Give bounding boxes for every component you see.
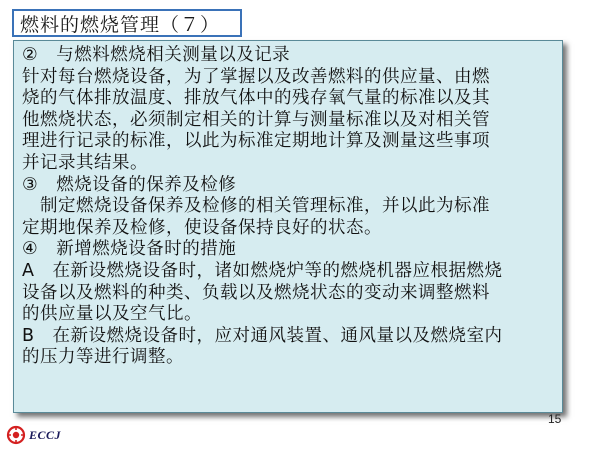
content-line: 并记录其结果。: [22, 152, 148, 173]
content-line: 烧的气体排放温度、排放气体中的残存氧气量的标准以及其: [22, 88, 490, 109]
content-line: A 在新设燃烧设备时，诸如燃烧炉等的燃烧机器应根据燃烧: [22, 260, 503, 281]
content-panel: [13, 40, 563, 413]
content-line: B 在新设燃烧设备时，应对通风装置、通风量以及燃烧室内: [22, 325, 503, 346]
content-line: 定期地保养及检修，使设备保持良好的状态。: [22, 217, 382, 238]
content-line: 制定燃烧设备保养及检修的相关管理标准，并以此为标准: [22, 196, 490, 217]
eccj-logo: [6, 424, 61, 446]
content-line: 他燃烧状态，必须制定相关的计算与测量标准以及对相关管: [22, 109, 490, 130]
content-line: 的供应量以及空气比。: [22, 304, 202, 325]
page-number: 15: [548, 412, 562, 426]
content-line: 理进行记录的标准，以此为标准定期地计算及测量这些事项: [22, 131, 490, 152]
content-line: ③ 燃烧设备的保养及检修: [22, 174, 237, 195]
slide-title: 燃料的燃烧管理（７）: [20, 13, 221, 36]
content-line: 设备以及燃料的种类、负载以及燃烧状态的变动来调整燃料: [22, 282, 490, 303]
eccj-logo-icon: [6, 425, 26, 445]
content-line: ② 与燃料燃烧相关测量以及记录: [22, 45, 291, 65]
content-line: 针对每台燃烧设备，为了掌握以及改善燃料的供应量、由燃: [22, 66, 490, 87]
logo-text: ECCJ: [29, 427, 62, 442]
slide-title-box: [12, 9, 242, 37]
content-line: 的压力等进行调整。: [22, 347, 184, 368]
content-line: ④ 新增燃烧设备时的措施: [22, 239, 237, 260]
